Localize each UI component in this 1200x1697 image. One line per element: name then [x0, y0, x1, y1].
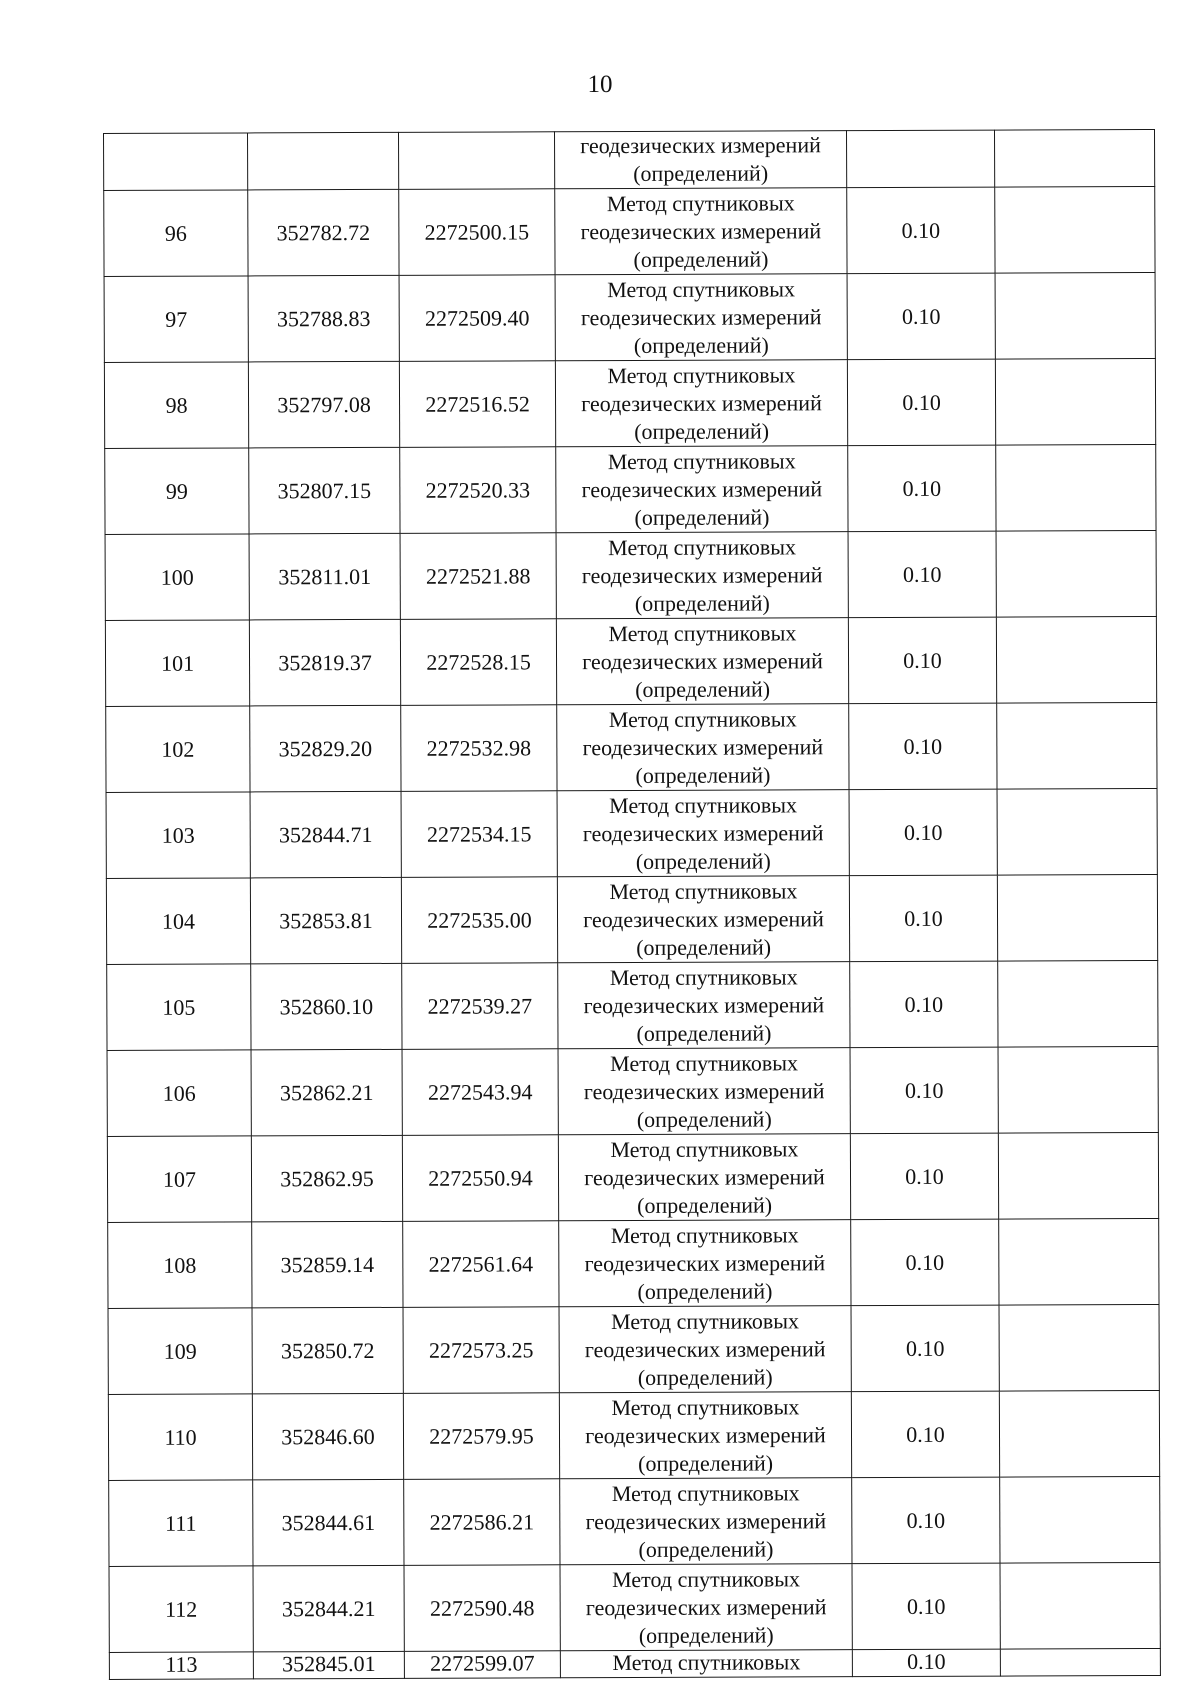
- description-cell: [995, 358, 1155, 445]
- table-row: [106, 788, 1157, 878]
- x-coordinate-cell: 352862.21: [251, 1049, 402, 1136]
- x-coordinate-cell: 352844.71: [250, 791, 401, 878]
- precision-cell: 0.10: [849, 875, 997, 962]
- method-line-3: (определений): [637, 1191, 773, 1218]
- method-line-3: (определений): [633, 245, 769, 272]
- point-number-cell: 98: [104, 362, 248, 449]
- page-number: 10: [587, 71, 613, 98]
- method-cell: [557, 704, 849, 791]
- point-number-cell: 103: [106, 792, 250, 879]
- method-line-2: геодезических измерений: [585, 1507, 827, 1534]
- point-number-cell: 113: [109, 1652, 253, 1680]
- y-coordinate-cell: 2272586.21: [404, 1479, 560, 1566]
- description-cell: [999, 1390, 1159, 1477]
- method-cell: [555, 360, 847, 447]
- y-coordinate-cell: 2272521.88: [400, 533, 556, 620]
- method-line-1: Метод спутниковых: [607, 361, 796, 388]
- description-cell: [995, 272, 1155, 359]
- method-line-2: геодезических измерений: [585, 1593, 827, 1620]
- description-cell: [998, 960, 1158, 1047]
- method-line-2: геодезических измерений: [585, 1421, 826, 1448]
- precision-cell: 0.10: [852, 1649, 1000, 1677]
- method-line-2: геодезических измерений: [583, 905, 824, 932]
- method-line-3: (определений): [633, 331, 769, 358]
- method-line-3: (определений): [634, 417, 770, 444]
- method-line-2: геодезических измерений: [582, 647, 823, 674]
- table-row: [109, 1562, 1160, 1652]
- y-coordinate-cell: 2272509.40: [399, 275, 555, 362]
- point-number-cell: 104: [106, 878, 250, 965]
- method-line-3: (определений): [638, 1449, 774, 1476]
- method-cell: [558, 1048, 850, 1135]
- description-cell: [994, 129, 1154, 187]
- method-line-3: (определений): [637, 1277, 773, 1304]
- method-line-1: Метод спутниковых: [609, 963, 798, 990]
- method-line-3: (определений): [638, 1621, 774, 1648]
- precision-cell: 0.10: [848, 445, 996, 532]
- method-line-3: (определений): [634, 503, 770, 530]
- y-coordinate-cell: 2272573.25: [403, 1307, 559, 1394]
- table-row: [108, 1304, 1159, 1394]
- method-line-1: Метод спутниковых: [609, 791, 798, 818]
- method-cell: [555, 188, 847, 275]
- method-line-3: (определений): [634, 589, 770, 616]
- x-coordinate-cell: 352782.72: [248, 189, 399, 276]
- x-coordinate-cell: 352807.15: [249, 447, 400, 534]
- method-line-2: геодезических измерений: [581, 475, 823, 502]
- method-cell: [557, 876, 849, 963]
- method-cell: [558, 1134, 850, 1221]
- method-line-1: Метод спутниковых: [607, 275, 796, 302]
- y-coordinate-cell: 2272599.07: [404, 1651, 560, 1679]
- table-row: [107, 1046, 1158, 1136]
- point-number-cell: 102: [106, 706, 250, 793]
- method-line-2: геодезических измерений: [580, 303, 822, 330]
- description-cell: [999, 1304, 1159, 1391]
- description-cell: [997, 874, 1157, 961]
- method-line-2: геодезических измерений: [583, 991, 825, 1018]
- y-coordinate-cell: 2272528.15: [400, 619, 556, 706]
- point-number-cell: 109: [108, 1308, 252, 1395]
- method-line-1: Метод спутниковых: [607, 447, 796, 474]
- description-cell: [998, 1132, 1158, 1219]
- description-cell: [998, 1046, 1158, 1133]
- method-line-2: геодезических измерений: [580, 217, 822, 244]
- method-line-3: (определений): [636, 933, 772, 960]
- x-coordinate-cell: 352844.61: [253, 1479, 404, 1566]
- method-cell: [558, 962, 850, 1049]
- method-cell: [554, 131, 846, 189]
- method-line-1: Метод спутниковых: [610, 1135, 799, 1162]
- y-coordinate-cell: 2272550.94: [402, 1135, 558, 1222]
- y-coordinate-cell: 2272516.52: [399, 361, 555, 448]
- method-line-3: (определений): [633, 160, 769, 186]
- precision-cell: 0.10: [851, 1305, 999, 1392]
- description-cell: [1000, 1476, 1160, 1563]
- table-row-continuation: [104, 129, 1155, 190]
- method-line-2: геодезических измерений: [581, 561, 823, 588]
- precision-cell: 0.10: [852, 1563, 1000, 1650]
- x-coordinate-cell: 352859.14: [252, 1221, 403, 1308]
- method-cell: [559, 1306, 851, 1393]
- method-cell: [560, 1478, 852, 1565]
- y-coordinate-cell: 2272535.00: [401, 877, 557, 964]
- point-number-cell: 99: [105, 448, 249, 535]
- point-number-cell: 108: [108, 1222, 252, 1309]
- point-number-cell: 106: [107, 1050, 251, 1137]
- method-line-1: Метод спутниковых: [611, 1393, 800, 1420]
- table-row: [108, 1390, 1159, 1480]
- method-cell: [560, 1564, 852, 1651]
- y-coordinate-cell: 2272539.27: [402, 963, 558, 1050]
- method-line-2: геодезических измерений: [581, 389, 822, 416]
- point-number-cell: [104, 133, 248, 191]
- point-number-cell: 100: [105, 534, 249, 621]
- x-coordinate-cell: 352853.81: [250, 877, 401, 964]
- precision-cell: 0.10: [850, 1133, 998, 1220]
- description-cell: [997, 788, 1157, 875]
- x-coordinate-cell: 352846.60: [252, 1393, 403, 1480]
- y-coordinate-cell: 2272532.98: [401, 705, 557, 792]
- y-coordinate-cell: [398, 132, 554, 190]
- method-line-1: Метод спутниковых: [606, 189, 795, 216]
- point-number-cell: 111: [109, 1480, 253, 1567]
- method-line-1: Метод спутниковых: [611, 1307, 800, 1334]
- precision-cell: 0.10: [851, 1391, 999, 1478]
- point-number-cell: 110: [108, 1394, 252, 1481]
- table-row: [109, 1476, 1160, 1566]
- x-coordinate-cell: [248, 132, 399, 190]
- point-number-cell: 105: [107, 964, 251, 1051]
- description-cell: [1000, 1562, 1160, 1649]
- y-coordinate-cell: 2272520.33: [400, 447, 556, 534]
- precision-cell: 0.10: [848, 531, 996, 618]
- table-row: [108, 1218, 1159, 1308]
- description-cell: [996, 444, 1156, 531]
- method-line-3: (определений): [635, 761, 771, 788]
- method-line-1: Метод спутниковых: [610, 1049, 799, 1076]
- method-cell: [559, 1392, 851, 1479]
- table-row: [106, 874, 1157, 964]
- precision-cell: 0.10: [847, 187, 995, 274]
- table-row: [104, 358, 1155, 448]
- table-row: [104, 186, 1155, 276]
- method-line-1: Метод спутниковых: [609, 877, 798, 904]
- table-row: [105, 444, 1156, 534]
- method-line-1: Метод спутниковых: [611, 1479, 800, 1506]
- table-row-partial: [109, 1648, 1160, 1679]
- table-row: [105, 530, 1156, 620]
- x-coordinate-cell: 352850.72: [252, 1307, 403, 1394]
- precision-cell: 0.10: [847, 359, 995, 446]
- method-cell: [559, 1220, 851, 1307]
- description-cell: [997, 702, 1157, 789]
- method-line-2: геодезических измерений: [583, 1077, 825, 1104]
- method-line-2: геодезических измерений: [580, 132, 821, 159]
- y-coordinate-cell: 2272543.94: [402, 1049, 558, 1136]
- precision-cell: [846, 130, 994, 188]
- precision-cell: 0.10: [849, 789, 997, 876]
- table-row: [106, 702, 1157, 792]
- method-line-1: Метод спутниковых: [608, 705, 797, 732]
- x-coordinate-cell: 352788.83: [248, 275, 399, 362]
- y-coordinate-cell: 2272561.64: [403, 1221, 559, 1308]
- coordinates-table-body: [104, 129, 1161, 1679]
- description-cell: [1000, 1648, 1160, 1676]
- method-line-1: Метод спутниковых: [608, 619, 797, 646]
- method-cell: [556, 446, 848, 533]
- x-coordinate-cell: 352811.01: [249, 533, 400, 620]
- description-cell: [999, 1218, 1159, 1305]
- precision-cell: 0.10: [849, 703, 997, 790]
- table-row: [104, 272, 1155, 362]
- x-coordinate-cell: 352862.95: [251, 1135, 402, 1222]
- precision-cell: 0.10: [851, 1219, 999, 1306]
- table-row: [107, 960, 1158, 1050]
- x-coordinate-cell: 352845.01: [253, 1651, 404, 1679]
- method-cell: [555, 274, 847, 361]
- method-cell: Метод спутниковых: [560, 1650, 852, 1678]
- method-line-1: Метод спутниковых: [610, 1221, 799, 1248]
- method-line-2: геодезических измерений: [584, 1335, 826, 1362]
- y-coordinate-cell: 2272579.95: [403, 1393, 559, 1480]
- method-line-2: геодезических измерений: [584, 1163, 825, 1190]
- y-coordinate-cell: 2272500.15: [399, 189, 555, 276]
- point-number-cell: 112: [109, 1566, 253, 1653]
- method-line-3: (определений): [636, 1019, 772, 1046]
- method-line-2: геодезических измерений: [584, 1249, 826, 1276]
- method-line-3: (определений): [638, 1535, 774, 1562]
- method-line-2: геодезических измерений: [582, 819, 824, 846]
- description-cell: [995, 186, 1155, 273]
- precision-cell: 0.10: [847, 273, 995, 360]
- description-cell: [996, 616, 1156, 703]
- description-cell: [996, 530, 1156, 617]
- x-coordinate-cell: 352829.20: [250, 705, 401, 792]
- method-cell: [557, 790, 849, 877]
- y-coordinate-cell: 2272534.15: [401, 791, 557, 878]
- method-line-3: (определений): [635, 847, 771, 874]
- precision-cell: 0.10: [850, 961, 998, 1048]
- point-number-cell: 96: [104, 190, 248, 277]
- x-coordinate-cell: 352797.08: [248, 361, 399, 448]
- coordinates-table: [103, 129, 1161, 1680]
- x-coordinate-cell: 352844.21: [253, 1565, 404, 1652]
- y-coordinate-cell: 2272590.48: [404, 1565, 560, 1652]
- method-line-3: (определений): [636, 1105, 772, 1132]
- method-line-3: (определений): [635, 675, 771, 702]
- point-number-cell: 101: [105, 620, 249, 707]
- point-number-cell: 107: [107, 1136, 251, 1223]
- precision-cell: 0.10: [848, 617, 996, 704]
- method-cell: [556, 618, 848, 705]
- method-line-2: геодезических измерений: [582, 733, 824, 760]
- point-number-cell: 97: [104, 276, 248, 363]
- precision-cell: 0.10: [850, 1047, 998, 1134]
- table-row: [107, 1132, 1158, 1222]
- method-line-1: Метод спутниковых: [608, 533, 797, 560]
- table-row: [105, 616, 1156, 706]
- method-line-1: Метод спутниковых: [612, 1565, 801, 1592]
- x-coordinate-cell: 352860.10: [251, 963, 402, 1050]
- method-line-3: (определений): [637, 1363, 773, 1390]
- x-coordinate-cell: 352819.37: [249, 619, 400, 706]
- method-cell: [556, 532, 848, 619]
- precision-cell: 0.10: [852, 1477, 1000, 1564]
